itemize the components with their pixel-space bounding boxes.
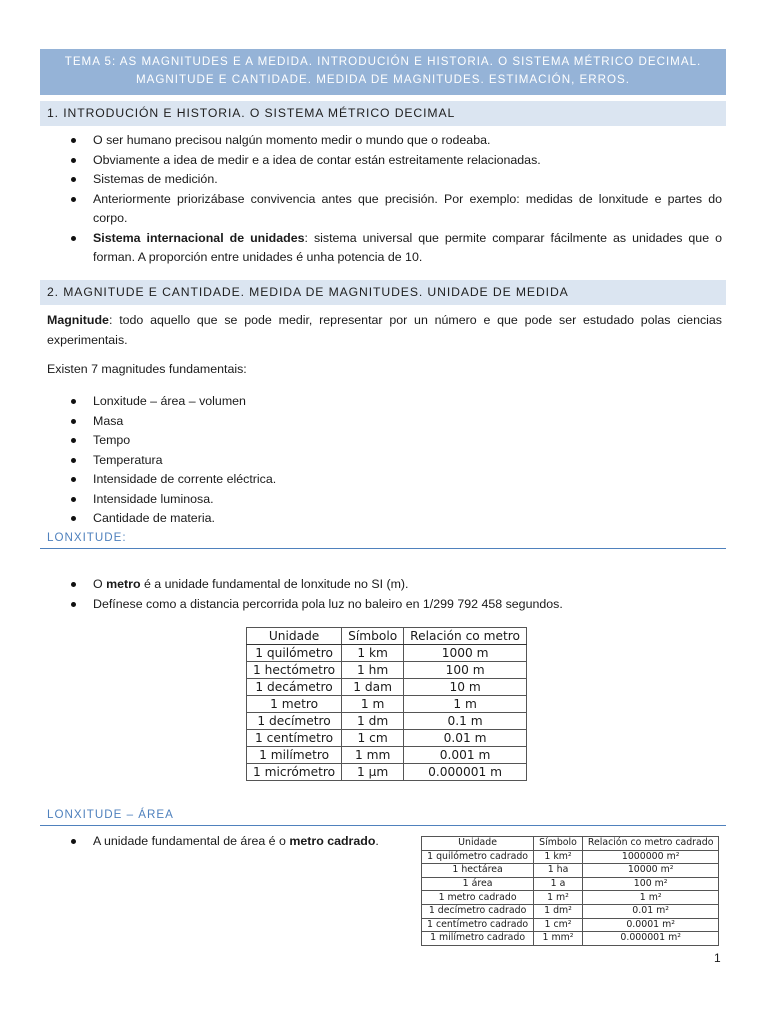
table-row xyxy=(422,864,719,878)
table-row xyxy=(247,764,527,781)
table-header-row xyxy=(247,628,527,645)
table-row xyxy=(247,713,527,730)
table-cell: 1 centímetro xyxy=(247,730,342,747)
table-row xyxy=(247,679,527,696)
list-item: O ser humano precisou nalgún momento medir o mundo que o rodeaba. xyxy=(47,131,722,151)
table-cell: 1 mm² xyxy=(534,932,583,946)
table-cell: 1 quilómetro xyxy=(247,645,342,662)
table-cell: 0.001 m xyxy=(404,747,527,764)
table-cell: 1 milímetro cadrado xyxy=(422,932,534,946)
table-cell: 10 m xyxy=(404,679,527,696)
table-cell: 1 mm xyxy=(342,747,404,764)
magnitude-definition xyxy=(47,311,722,350)
table-cell: 1 dm² xyxy=(534,904,583,918)
table-row xyxy=(247,645,527,662)
table-cell: 1000 m xyxy=(404,645,527,662)
list-item: Tempo xyxy=(47,431,722,451)
table-cell: 1 metro xyxy=(247,696,342,713)
list-item: Cantidade de materia. xyxy=(47,509,722,529)
page-title-line-2: MAGNITUDE E CANTIDADE. MEDIDA DE MAGNITUDES. ESTIMACIÓN, ERROS. xyxy=(136,73,630,86)
table-cell: 1 km² xyxy=(534,850,583,864)
table-cell: 1 a xyxy=(534,877,583,891)
table-row xyxy=(247,662,527,679)
section-2-heading: 2. MAGNITUDE E CANTIDADE. MEDIDA DE MAGNITUDES. UNIDADE DE MEDIDA xyxy=(40,280,726,305)
table-cell: 1 hm xyxy=(342,662,404,679)
table-cell: 100 m xyxy=(404,662,527,679)
table-cell: 1 milímetro xyxy=(247,747,342,764)
list-item: Obviamente a idea de medir e a idea de contar están estreitamente relacionadas. xyxy=(47,151,722,171)
list-item xyxy=(47,575,722,595)
metro-cadrado-term: metro cadrado xyxy=(289,834,376,848)
table-cell: 0.000001 m² xyxy=(582,932,719,946)
table-cell: 1 μm xyxy=(342,764,404,781)
table-cell: 1 centímetro cadrado xyxy=(422,918,534,932)
text-fragment: é a unidade fundamental de lonxitude no SI (m). xyxy=(140,577,409,591)
table-row xyxy=(247,730,527,747)
table-cell: 1 km xyxy=(342,645,404,662)
table-cell: 0.01 m² xyxy=(582,904,719,918)
table-cell: 100 m² xyxy=(582,877,719,891)
column-header: Unidade xyxy=(247,628,342,645)
magnitudes-intro: Existen 7 magnitudes fundamentais: xyxy=(47,362,247,376)
table-cell: 1 área xyxy=(422,877,534,891)
si-term: Sistema internacional de unidades xyxy=(93,230,305,245)
table-cell: 1 m xyxy=(342,696,404,713)
table-cell: 1 ha xyxy=(534,864,583,878)
table-header-row xyxy=(422,837,719,851)
section-1-list xyxy=(47,131,722,268)
table-cell: 1 m² xyxy=(582,891,719,905)
table-cell: 1 m xyxy=(404,696,527,713)
table-cell: 1 micrómetro xyxy=(247,764,342,781)
table-cell: 0.1 m xyxy=(404,713,527,730)
table-cell: 1 decímetro xyxy=(247,713,342,730)
table-row xyxy=(422,877,719,891)
text-fragment: O xyxy=(93,577,107,591)
table-cell: 1 hectárea xyxy=(422,864,534,878)
table-cell: 10000 m² xyxy=(582,864,719,878)
area-heading: LONXITUDE – ÁREA xyxy=(40,806,726,826)
list-item: Sistemas de medición. xyxy=(47,170,722,190)
lonxitude-heading: LONXITUDE: xyxy=(40,529,726,549)
list-item: Defínese como a distancia percorrida pola luz no baleiro en 1/299 792 458 segundos. xyxy=(47,595,722,615)
lonxitude-list xyxy=(47,575,722,614)
page-number: 1 xyxy=(714,951,721,965)
area-units-table xyxy=(421,836,719,946)
table-row xyxy=(422,932,719,946)
list-item: Intensidade luminosa. xyxy=(47,490,722,510)
list-item: Lonxitude – área – volumen xyxy=(47,392,722,412)
list-item xyxy=(47,832,407,852)
table-cell: 0.0001 m² xyxy=(582,918,719,932)
column-header: Símbolo xyxy=(342,628,404,645)
table-row xyxy=(422,850,719,864)
section-1-heading: 1. INTRODUCIÓN E HISTORIA. O SISTEMA MÉTRICO DECIMAL xyxy=(40,101,726,126)
si-definition: : sistema universal que permite comparar fácilmente as unidades que o forman. A proporción entre unidades é unha potencia de 10. xyxy=(93,230,722,264)
text-fragment: . xyxy=(375,834,379,848)
table-row xyxy=(422,891,719,905)
area-list xyxy=(47,832,407,852)
list-item-si xyxy=(47,229,722,268)
text-fragment: A unidade fundamental de área é o xyxy=(93,834,290,848)
magnitudes-list xyxy=(47,392,722,529)
page-title xyxy=(40,49,726,95)
page-title-line-1: TEMA 5: AS MAGNITUDES E A MEDIDA. INTRODUCIÓN E HISTORIA. O SISTEMA MÉTRICO DECIMAL. xyxy=(64,55,702,68)
length-units-table xyxy=(246,627,527,781)
list-item: Anteriormente priorizábase convivencia antes que precisión. Por exemplo: medidas de lonxitude e partes do corpo. xyxy=(47,190,722,229)
column-header: Símbolo xyxy=(534,837,583,851)
table-cell: 1 dm xyxy=(342,713,404,730)
table-cell: 0.01 m xyxy=(404,730,527,747)
table-row xyxy=(422,904,719,918)
magnitude-term: Magnitude xyxy=(47,313,109,327)
list-item: Intensidade de corrente eléctrica. xyxy=(47,470,722,490)
list-item: Masa xyxy=(47,412,722,432)
magnitude-text: : todo aquello que se pode medir, representar por un número e que pode ser estudado polas ciencias experimentais. xyxy=(47,313,722,347)
table-cell: 1 cm² xyxy=(534,918,583,932)
table-cell: 1 dam xyxy=(342,679,404,696)
table-cell: 1 m² xyxy=(534,891,583,905)
table-cell: 1 metro cadrado xyxy=(422,891,534,905)
list-item: Temperatura xyxy=(47,451,722,471)
column-header: Relación co metro xyxy=(404,628,527,645)
metro-term: metro xyxy=(106,577,141,591)
table-cell: 1 decímetro cadrado xyxy=(422,904,534,918)
table-cell: 1000000 m² xyxy=(582,850,719,864)
table-cell: 1 quilómetro cadrado xyxy=(422,850,534,864)
length-table-body xyxy=(247,645,527,781)
table-cell: 0.000001 m xyxy=(404,764,527,781)
table-row xyxy=(422,918,719,932)
column-header: Relación co metro cadrado xyxy=(582,837,719,851)
table-row xyxy=(247,696,527,713)
table-row xyxy=(247,747,527,764)
table-cell: 1 hectómetro xyxy=(247,662,342,679)
table-cell: 1 decámetro xyxy=(247,679,342,696)
area-table-body xyxy=(422,850,719,945)
column-header: Unidade xyxy=(422,837,534,851)
table-cell: 1 cm xyxy=(342,730,404,747)
